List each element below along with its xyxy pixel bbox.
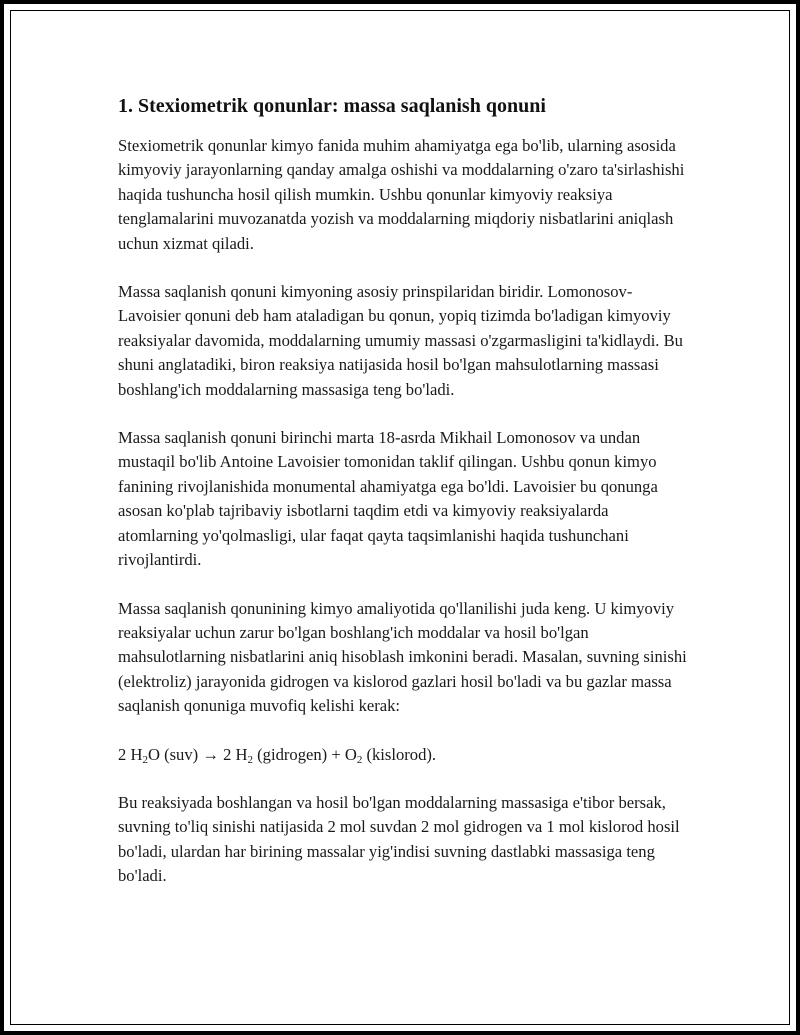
chemical-equation [118,743,688,767]
paragraph-history: Massa saqlanish qonuni birinchi marta 18-asrda Mikhail Lomonosov va undan mustaqil bo'lib Antoine Lavoisier tomonidan taklif qilingan. Ushbu qonun kimyo fanining rivojlanishida monumental ahamiyatga ega bo'ldi. Lavoisier bu qonunga asosan ko'plab tajribaviy isbotlarni taqdim etdi va kimyoviy reaksiyalarda atomlarning yo'qolmasligi, ular faqat qayta taqsimlanishi haqida tushunchani rivojlantirdi. [118,428,658,570]
paragraph-conclusion: Bu reaksiyada boshlangan va hosil bo'lgan moddalarning massasiga e'tibor bersak, suvning to'liq sinishi natijasida 2 mol suvdan 2 mol gidrogen va 1 mol kislorod hosil bo'ladi, ulardan har birining massalar yig'indisi suvning dastlabki massasiga teng bo'ladi. [118,792,680,886]
formula-part: O (suv) → 2 H [147,744,248,764]
formula-part: 2 H [118,744,143,764]
document-body [118,92,688,913]
formula-subscript: 2 [247,753,253,766]
paragraph-definition: Massa saqlanish qonuni kimyoning asosiy prinspilaridan biridir. Lomonosov-Lavoisier qonuni deb ham ataladigan bu qonun, yopiq tizimda bo'ladigan kimyoviy reaksiyalar davomida, moddalarning umumiy massasi o'zgarmasligini ta'kidlaydi. Bu shuni anglatadiki, biron reaksiya natijasida hosil bo'lgan mahsulotlarning massasi boshlang'ich moddalarning massasiga teng bo'ladi. [118,282,683,399]
formula-subscript: 2 [356,753,363,766]
paragraph-application: Massa saqlanish qonunining kimyo amaliyotida qo'llanilishi juda keng. U kimyoviy reaksiyalar uchun zarur bo'lgan boshlang'ich moddalar va hosil bo'lgan mahsulotlarning nisbatlarini aniq hisoblash imkonini beradi. Masalan, suvning sinishi (elektroliz) jarayonida gidrogen va kislorod gazlari hosil bo'ladi va bu gazlar massa saqlanish qonuniga muvofiq kelishi kerak: [118,598,687,716]
formula-subscript: 2 [142,753,148,766]
paragraph-intro: Stexiometrik qonunlar kimyo fanida muhim ahamiyatga ega bo'lib, ularning asosida kimyoviy jarayonlarning qanday amalga oshishi va moddalarning o'zaro ta'sirlashishi haqida tushuncha hosil qilish mumkin. Ushbu qonunlar kimyoviy reaksiya tenglamalarini muvozanatda yozish va moddalarning miqdoriy nisbatlarini aniqlash uchun xizmat qiladi. [118,136,685,253]
section-heading: 1. Stexiometrik qonunlar: massa saqlanish qonuni [118,95,546,117]
formula-part: (kislorod). [362,744,437,764]
formula-part: (gidrogen) + O [253,744,357,764]
